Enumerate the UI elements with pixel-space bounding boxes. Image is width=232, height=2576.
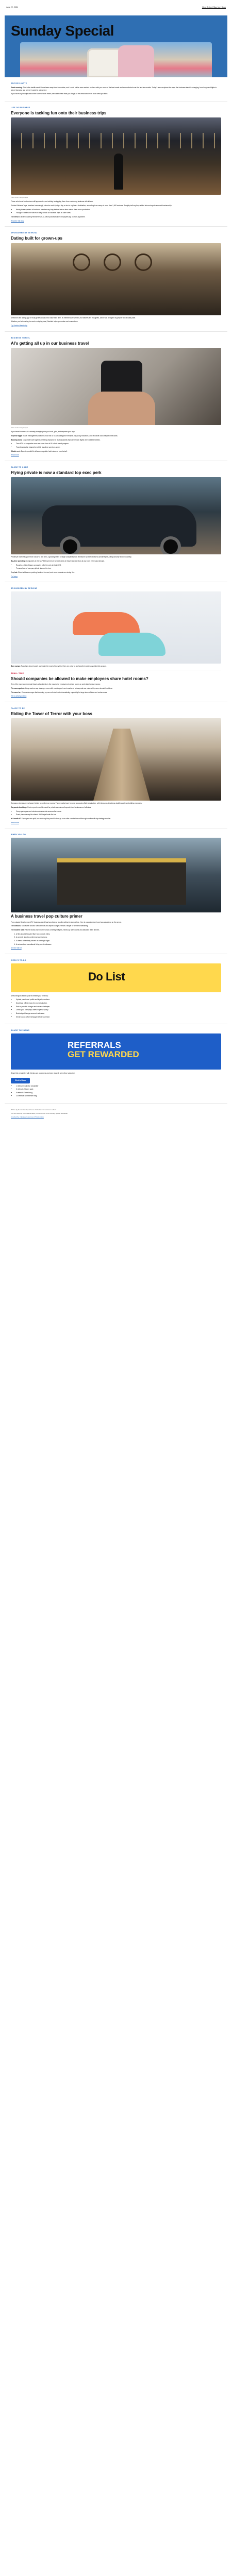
share-button[interactable]: Click to Share [11, 1078, 30, 1083]
story3-link[interactable]: Full story [11, 575, 18, 578]
story3-bullets [11, 564, 221, 570]
ring-shape [104, 253, 121, 271]
story3-p3-text: Shareholders are pushing back on the cost, and some boards are reining it in. [18, 571, 75, 573]
referral-title-line-1: REFERRALS [68, 1040, 121, 1050]
story3-p2-text: Companies in the S&P 500 spent more on executive air travel last year than at any point in the past decade. [25, 560, 105, 562]
brand-title: Sunday Special [11, 23, 114, 39]
list-item: • Nearly three quarters of business travelers say they believe leisure time makes them more productive. [16, 209, 221, 211]
list-item: • Over 40% of companies now use some form of AI in their travel program. [16, 443, 221, 445]
todo-kicker: WEEK'S TO-DO [11, 959, 26, 961]
referral-title-line-2: GET REWARDED [68, 1049, 139, 1060]
story5-p2-bold: Corporate bookings: [11, 806, 27, 809]
wheel-shape [160, 536, 181, 554]
footer-note: You are receiving this email because you subscribed to the Sunday Special newsletter. [11, 1112, 68, 1115]
referral-section [5, 1024, 227, 1104]
story1-p3-bold: The trend [11, 216, 19, 218]
image-lights [11, 133, 221, 148]
ring-shape [73, 253, 90, 271]
story3-p1: Private jet travel has gone from luxury to line item. A growing share of large companies now reimburse top executives for private flights, citing security and productivity. [11, 556, 132, 558]
story5-link[interactable]: Read more [11, 821, 19, 824]
story1-link[interactable]: Read the full story [11, 219, 24, 222]
intro-text: This is the twelfth week I have been away from the routine, and I could not be more excited to share with you some of the best reads we have collected over the last few months. Today's issue explores the ways that business travel is changing, from long-haul flights to airport lounges, and where it could be going next. [11, 86, 217, 91]
top-bar [0, 0, 232, 15]
story4-p3 [11, 691, 221, 694]
story6-p2 [11, 925, 221, 927]
list-item: • Download offline maps for your destination. [16, 1002, 221, 1005]
footer [5, 1104, 227, 1129]
story5-kicker: PLACE TO BE [11, 707, 25, 709]
story2-p2-bold: Expense apps: [11, 434, 23, 437]
masthead [5, 15, 227, 77]
referral-banner[interactable] [11, 1033, 221, 1070]
wheel-shape [60, 536, 80, 554]
sponsor1-link[interactable]: Try Seekind free today [11, 325, 27, 327]
shoe-shape [98, 633, 165, 656]
story4-image [11, 591, 221, 664]
story6-kicker: WHEN YOU GO [11, 834, 26, 836]
footer-links[interactable]: Unsubscribe | Update preferences | Privacy policy [11, 1116, 44, 1118]
sponsor1-p2: Whether you're traveling for work or staying local, Seekind helps you make real connections. [11, 320, 78, 323]
todo-intro: A few things to add to your list before your next trip: [11, 994, 48, 997]
story2-p4 [11, 450, 221, 453]
list-item: 4. A series about consultants living out of suitcases. [16, 943, 221, 946]
story2-image [11, 348, 221, 425]
list-item: • Younger travelers are twice as likely to tack on vacation days as older ones. [16, 212, 221, 214]
story1-image [11, 117, 221, 195]
story-pop-culture [5, 828, 227, 954]
list-item: • 5 referrals: Travel mug [16, 1092, 221, 1094]
list-item: • Update your travel profile and loyalty numbers. [16, 998, 221, 1001]
story5-p2 [11, 806, 221, 809]
story1-p2: Dubbed 'bleisure' trips, travelers increasingly extend a work trip by a day or two to explore a destination, according to a survey of more than 1,000 workers. Roughly half say they added leisure days to a recent business trip. [11, 205, 172, 207]
story3-kicker: CLOSE TO HOME [11, 466, 28, 468]
story5-bullets [11, 810, 221, 816]
sponsor1-kicker: SPONSORED BY SEEKIND [11, 232, 38, 234]
tower-shape [93, 728, 150, 801]
story-ai [5, 332, 227, 461]
story1-title[interactable]: Everyone is tacking fun onto their business trips [11, 110, 107, 115]
story1-p3 [11, 216, 221, 218]
story5-image [11, 718, 221, 801]
intro-section [5, 77, 227, 101]
list-item: • 1 referral: Exclusive newsletter [16, 1085, 221, 1088]
story2-p3 [11, 439, 221, 442]
sponsor1-image [11, 243, 221, 315]
shoe-shape [73, 612, 140, 635]
story2-p3-bold: Booking tools: [11, 438, 23, 441]
list-item: • Travelers say the biggest benefit is less time spent on admin. [16, 446, 221, 449]
story5-p3-text: Employees are split, but most say they would rather go on a roller coaster than sit through another all-day strategy session. [21, 817, 111, 820]
story2-link[interactable]: Read more [11, 454, 19, 456]
top-links[interactable]: View Online | Sign Up | Shop [202, 6, 226, 9]
story3-p2 [11, 560, 221, 563]
list-item: • Roughly a third of large companies offer the perk to their CEO. [16, 564, 221, 567]
story3-title[interactable]: Flying private is now a standard top exec perk [11, 470, 102, 475]
referral-rewards-list [11, 1085, 221, 1098]
refer-kicker: SHARE THE NEWS [11, 1029, 30, 1032]
story4-caption-bold: Bon voyage: [11, 665, 21, 668]
story1-p3-text: is driven in part by flexible return-to-office policies that let employees log on from anywhere. [18, 216, 86, 218]
list-item: • 10 referrals: Weekender bag [16, 1095, 221, 1097]
story2-p3-text: Corporate travel agents are being replaced by chat assistants that can rebook flights when weather strikes. [22, 438, 101, 441]
story6-image [11, 838, 221, 912]
story6-p2-text: Movies set around road warriors and airport lounges remain a staple of weekend streaming. [21, 925, 89, 927]
image-figure [114, 154, 123, 190]
story5-p3 [11, 818, 221, 820]
hero-image [20, 42, 212, 77]
story2-p2-text: Travel management platforms now use AI to auto-categorize receipts, flag policy violations, and reconcile card charges in seconds. [22, 434, 118, 437]
issue-date: June 22, 2024 [6, 6, 18, 9]
story6-title[interactable]: A business travel pop culture primer [11, 914, 82, 919]
ring-shape [135, 253, 152, 271]
story6-p3 [11, 929, 221, 931]
list-item: 3. A drama set entirely aboard an overnight flight. [16, 940, 221, 942]
story4-caption-text: Pack light, travel smart, and make the most of every trip. Here are a few of our favorite travel-ready picks this season. [21, 665, 107, 668]
story5-p1: Company retreats are no longer limited to conference rooms. Theme parks have become a popular offsite destination, with rides and attractions doubling as team-building exercises. [11, 802, 142, 805]
story2-bullets [11, 443, 221, 448]
story4-title[interactable]: Should companies be allowed to make employees share hotel rooms? [11, 676, 148, 681]
story1-caption: Photo credit: Getty Images [11, 196, 28, 199]
story-shared-rooms [5, 582, 227, 702]
stall-shape [57, 858, 186, 905]
story1-bullets [11, 209, 221, 214]
list-item: • Group packages can include exclusive ride access after hours. [16, 810, 221, 813]
story4-p3-text: Companies argue that doubling up can cut hotel costs dramatically, especially for large team offsites and conferences. [21, 691, 107, 693]
list-item: • 3 referrals: Sticker pack [16, 1088, 221, 1091]
footer-written-by: Written by the Sunday Special team. Edited by our newsroom editors. [11, 1109, 57, 1111]
hand-shape [88, 392, 155, 425]
story2-p1: If you travel for work, AI is already changing how you book, plan, and expense your trips. [11, 431, 75, 433]
story3-p2-bold: Big-time spending: [11, 560, 26, 562]
story4-p2-text: Many workers say sharing a room with a colleague is an invasion of privacy and can make a trip more stressful, not less. [24, 687, 113, 689]
story1-p1: Those who travel for business still appreciate, and nothing is stopping them from combining business with leisure. [11, 200, 93, 203]
story2-title[interactable]: AI's getting all up in our business travel [11, 341, 89, 346]
hero-bag-shape-2 [118, 45, 154, 77]
story2-caption: Photo credit: Getty Images [11, 427, 28, 429]
refer-p1: Share this newsletter with friends and coworkers and earn rewards when they subscribe. [11, 1072, 75, 1075]
referral-title [68, 1041, 139, 1059]
story4-p2 [11, 687, 221, 690]
story3-p3-bold: Yes, but: [11, 571, 18, 573]
story6-p1: From classic films to recent TV, business travel has long been a favorite setting for storytellers. Here is a quick primer to get you caught up on the genre. [11, 921, 122, 923]
story-bleisure [5, 101, 227, 227]
list-item: 2. A comedy about a conference gone wrong. [16, 936, 221, 939]
story2-p2 [11, 435, 221, 437]
todo-banner [11, 963, 221, 992]
story3-image [11, 477, 221, 554]
story2-p4-bold: What's next: [11, 450, 21, 452]
story2-p4-text: Experts predict AI will soon negotiate hotel rates on your behalf. [20, 450, 68, 452]
story6-p2-bold: The classics: [11, 925, 22, 927]
sponsor1-title[interactable]: Dating built for grown-ups [11, 236, 62, 241]
story6-p3-text: Recent shows lean into the chaos of delayed flights, mixed-up hotel rooms and awkward team dinners. [24, 929, 100, 931]
story1-kicker: LIFE OF BUSINESS [11, 106, 30, 109]
intro-bold: Good morning. [11, 86, 23, 89]
list-item: • Event planners say the shared thrill helps break the ice. [16, 814, 221, 816]
list-item: • Check your company's latest expense policy. [16, 1009, 221, 1011]
intro-paragraph-2: If you have any thoughts about the future of work travel, we want to hear from you. Reply to this email and let us know what you think. [11, 93, 108, 95]
story-theme-park [5, 702, 227, 828]
story4-caption [11, 665, 221, 668]
story2-kicker: BUSINESS TRAVEL [11, 336, 30, 339]
story4-link[interactable]: Tell us what you think [11, 695, 27, 698]
intro-kicker: EDITOR'S NOTE [11, 82, 27, 84]
story4-kicker-2: SMALL TALK [11, 672, 24, 674]
story5-title[interactable]: Riding the Tower of Terror with your boss [11, 711, 92, 716]
story6-link[interactable]: See the full list [11, 947, 22, 950]
intro-paragraph-1 [11, 87, 221, 91]
story6-p3-bold: The modern take: [11, 929, 25, 931]
story4-kicker: SPONSORED BY SEEKIND [11, 587, 38, 590]
story4-p1: One of the more controversial travel-policy trends is the request for employees to share rooms on work trips to save money. [11, 683, 101, 686]
list-item: • Personal use of company jets is also on the rise. [16, 567, 221, 570]
todo-list [11, 998, 221, 1018]
list-item: • Book airport lounge access in advance. [16, 1012, 221, 1015]
story6-numbered-list [11, 933, 221, 946]
story-private-jets [5, 461, 227, 582]
newsletter-body [5, 15, 227, 1129]
todo-title: Do List [88, 970, 125, 983]
list-item: 1. A film about a frequent flyer who collects miles. [16, 933, 221, 936]
story4-p3-bold: The case for: [11, 691, 21, 693]
story4-p2-bold: The case against: [11, 687, 25, 689]
story5-p3-bold: Is it worth it? [11, 817, 21, 820]
todo-section [5, 954, 227, 1024]
story5-p2-text: Parks report record demand for private events and buyouts from businesses of all sizes. [27, 806, 92, 809]
list-item: • Set an out-of-office message before you leave. [16, 1016, 221, 1019]
sponsor-section-1 [5, 227, 227, 331]
list-item: • Pack a portable charger and universal adapter. [16, 1006, 221, 1008]
sponsor1-p1: Seekind is the dating app for busy professionals who value their time. Its members are verified, its matches are thoughtful, and it was designed by people who actually date. [11, 316, 136, 319]
story3-p3 [11, 571, 221, 574]
